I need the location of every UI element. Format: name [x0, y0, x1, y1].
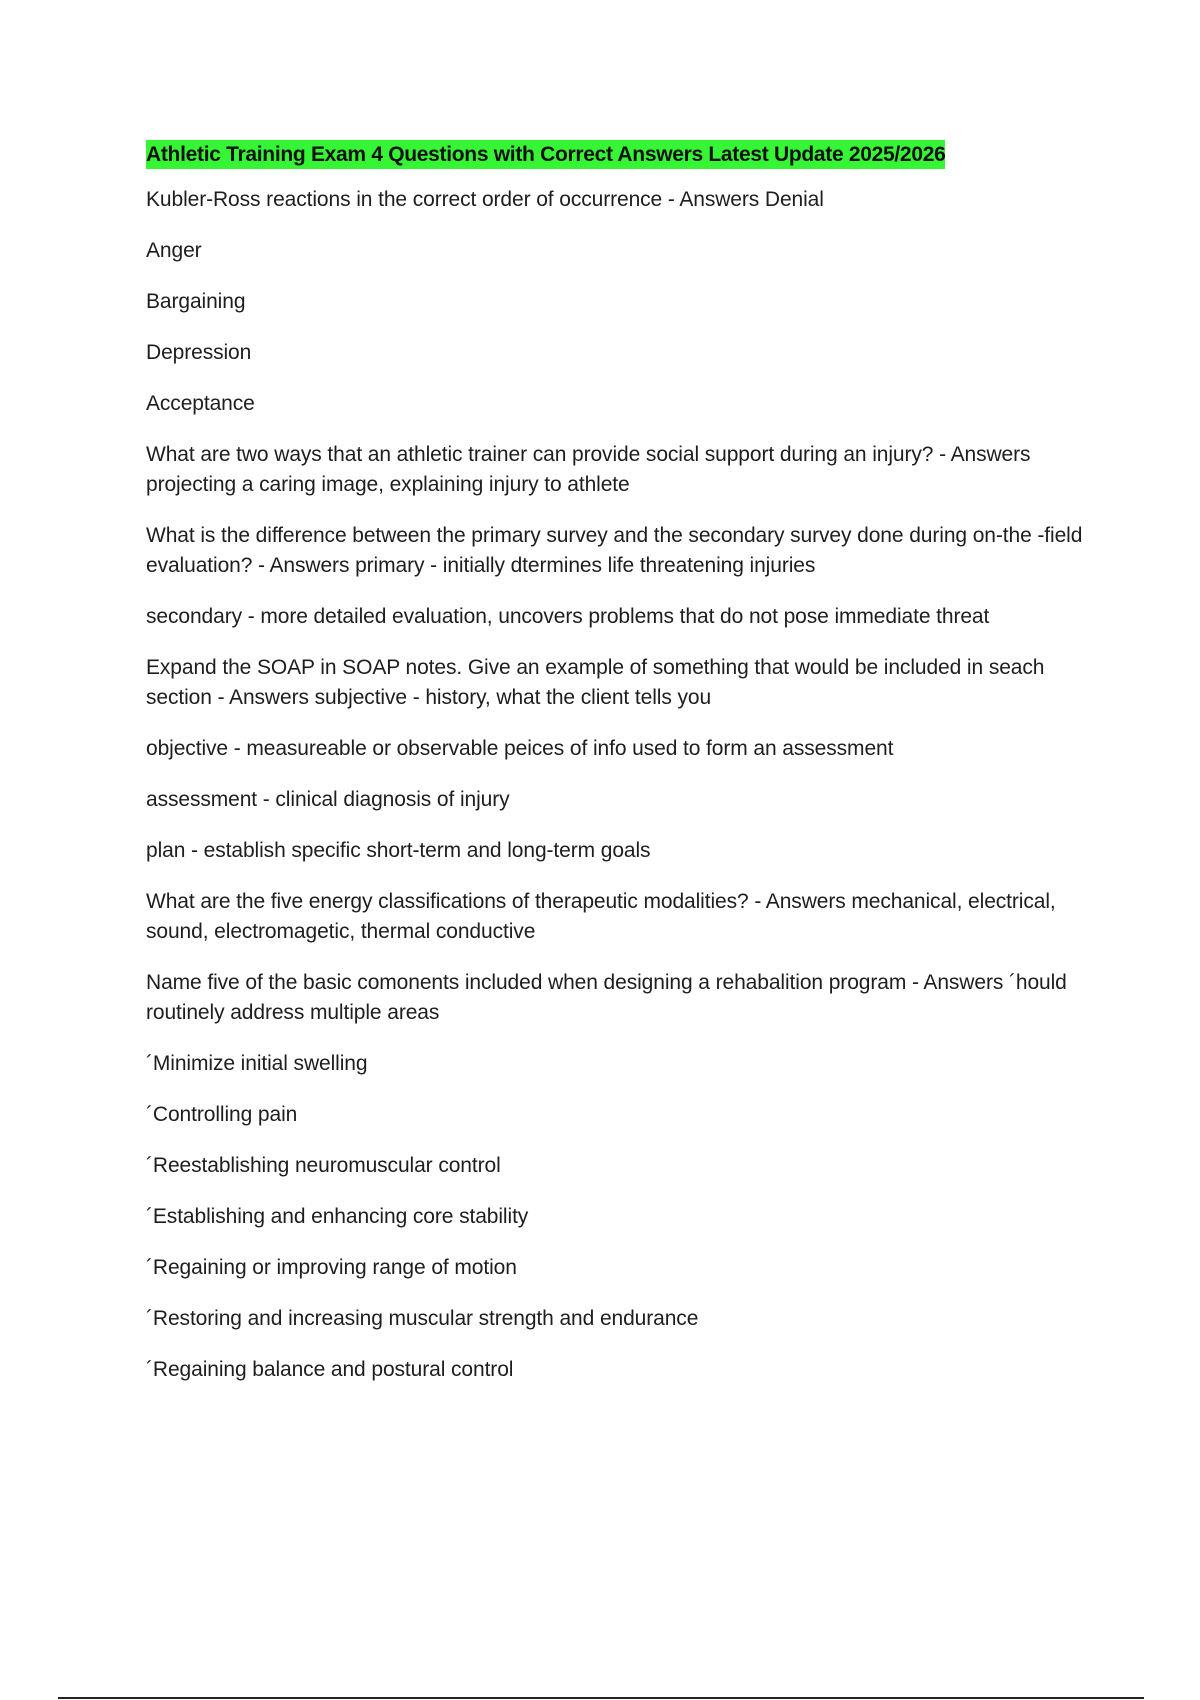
- paragraph-rehab-pain: ´Controlling pain: [146, 1103, 298, 1126]
- paragraph-rehab-core: ´Establishing and enhancing core stability: [146, 1205, 529, 1228]
- paragraph-rehab-neuromuscular: ´Reestablishing neuromuscular control: [146, 1154, 501, 1177]
- paragraph-depression: Depression: [146, 341, 252, 364]
- paragraph-rehab-range-of-motion: ´Regaining or improving range of motion: [146, 1256, 517, 1279]
- paragraph-rehab-question: Name five of the basic comonents included when designing a rehabalition program - Answers ´hould routinely address multiple areas: [146, 971, 1067, 1024]
- document-body: [146, 140, 1096, 1406]
- paragraph-acceptance: Acceptance: [146, 392, 255, 415]
- paragraph-soap-plan: plan - establish specific short-term and long-term goals: [146, 839, 651, 862]
- paragraph-anger: Anger: [146, 239, 202, 262]
- paragraph-modalities-question: What are the five energy classifications of therapeutic modalities? - Answers mechanical, electrical, sound, electromagetic, thermal conductive: [146, 890, 1056, 943]
- paragraph-social-support-question: What are two ways that an athletic trainer can provide social support during an injury? - Answers projecting a caring image, explaining injury to athlete: [146, 443, 1031, 496]
- paragraph-survey-question: What is the difference between the primary survey and the secondary survey done during on-the -field evaluation? - Answers primary - initially dtermines life threatening injuries: [146, 524, 1083, 577]
- footer-divider: [58, 1697, 1144, 1699]
- paragraph-secondary-survey: secondary - more detailed evaluation, uncovers problems that do not pose immediate threat: [146, 605, 990, 628]
- paragraph-soap-assessment: assessment - clinical diagnosis of injury: [146, 788, 510, 811]
- paragraph-bargaining: Bargaining: [146, 290, 246, 313]
- paragraph-rehab-swelling: ´Minimize initial swelling: [146, 1052, 368, 1075]
- paragraph-rehab-strength: ´Restoring and increasing muscular strength and endurance: [146, 1307, 699, 1330]
- paragraph-rehab-balance: ´Regaining balance and postural control: [146, 1358, 514, 1381]
- title-line: [146, 140, 1096, 172]
- paragraph-soap-question: Expand the SOAP in SOAP notes. Give an example of something that would be included in seach section - Answers subjective - history, what the client tells you: [146, 656, 1045, 709]
- paragraph-soap-objective: objective - measureable or observable peices of info used to form an assessment: [146, 737, 894, 760]
- document-title: Athletic Training Exam 4 Questions with Correct Answers Latest Update 2025/2026: [146, 140, 945, 169]
- paragraph-kubler-ross-question: Kubler-Ross reactions in the correct order of occurrence - Answers Denial: [146, 188, 824, 211]
